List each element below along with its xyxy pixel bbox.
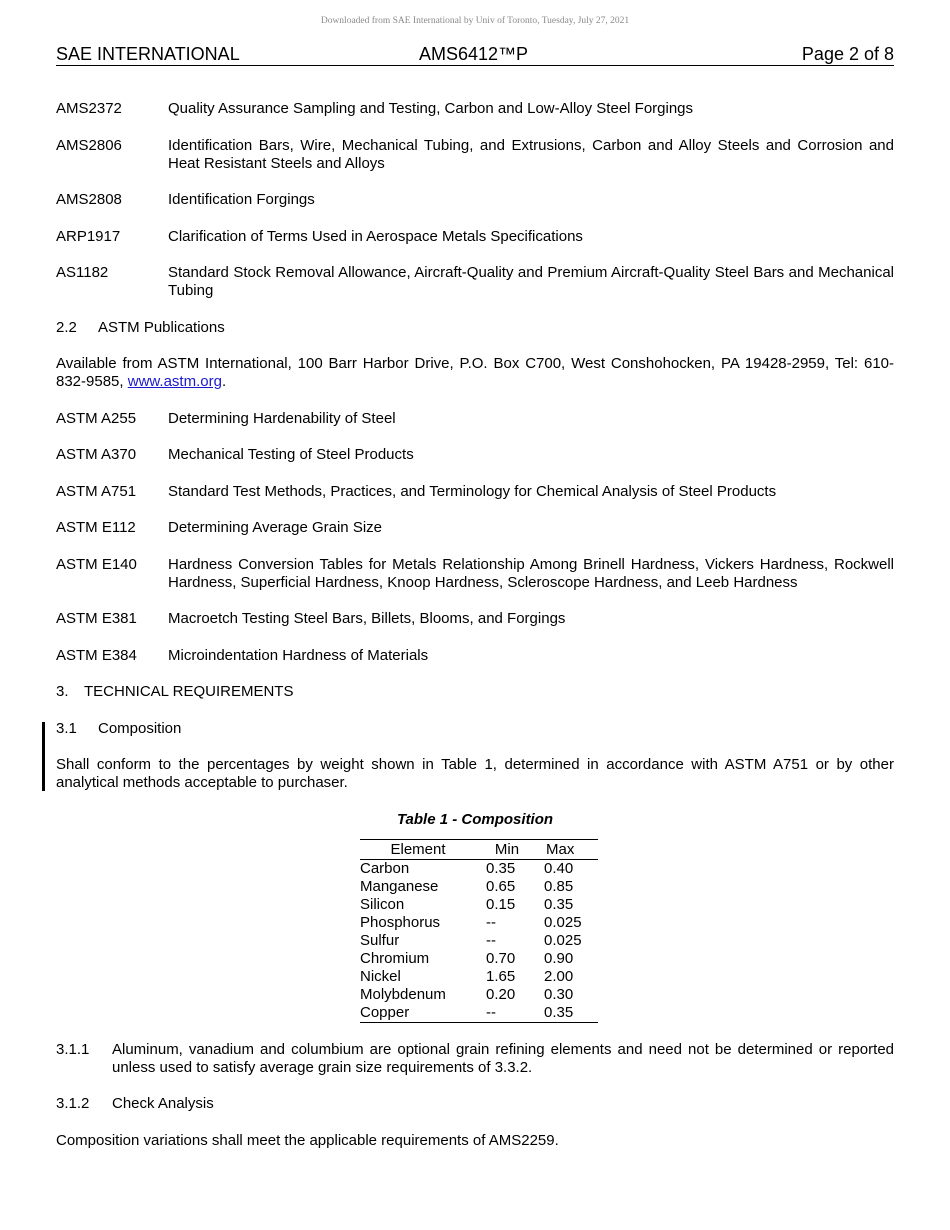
reference-item (56, 410, 894, 428)
reference-code: ASTM E384 (56, 646, 137, 664)
section-heading-3-1 (56, 720, 894, 738)
astm-reference-list (56, 410, 894, 665)
reference-title: Determining Hardenability of Steel (168, 409, 396, 427)
section-heading-2-2 (56, 319, 894, 337)
header-org: SAE INTERNATIONAL (56, 44, 240, 64)
section-number: 2.2 (56, 318, 77, 336)
cell-min: -- (486, 913, 496, 931)
section-heading-3-1-2 (56, 1095, 894, 1113)
reference-item (56, 100, 894, 118)
cell-element: Phosphorus (360, 913, 441, 931)
reference-title: Identification Bars, Wire, Mechanical Tubing, and Extrusions, Carbon and Alloy Steels and Corrosion and Heat Resistant Steels and Alloys (168, 136, 894, 172)
reference-code: AS1182 (56, 264, 109, 281)
cell-max: 0.35 (538, 1004, 598, 1023)
reference-title: Quality Assurance Sampling and Testing, Carbon and Low-Alloy Steel Forgings (168, 100, 694, 117)
reference-item (56, 264, 894, 300)
column-header-max: Max (538, 839, 598, 859)
reference-title: Identification Forgings (168, 191, 315, 208)
table-row (360, 968, 598, 986)
section-title: Check Analysis (112, 1095, 214, 1112)
reference-item (56, 647, 894, 665)
reference-code: ASTM E140 (56, 555, 137, 573)
reference-item (56, 610, 894, 628)
reference-code: AMS2372 (56, 100, 122, 117)
header-doc-number: AMS6412™P (419, 44, 529, 64)
table-row (360, 878, 598, 896)
section-number: 3.1.2 (56, 1095, 90, 1112)
composition-table (360, 839, 598, 1023)
reference-title: Standard Stock Removal Allowance, Aircraft-Quality and Premium Aircraft-Quality Steel Bars and Mechanical Tubing (168, 264, 894, 299)
section-title: TECHNICAL REQUIREMENTS (84, 683, 294, 700)
section-number: 3. (56, 683, 69, 700)
check-analysis-paragraph: Composition variations shall meet the applicable requirements of AMS2259. (56, 1131, 559, 1149)
reference-title: Mechanical Testing of Steel Products (168, 446, 414, 463)
cell-element: Carbon (360, 859, 410, 877)
reference-code: AMS2806 (56, 136, 122, 154)
reference-item (56, 446, 894, 464)
table-row (360, 950, 598, 968)
astm-availability-paragraph (56, 355, 894, 391)
column-header-min: Min (476, 839, 538, 859)
astm-intro-text: Available from ASTM International, 100 Barr Harbor Drive, P.O. Box C700, West Conshohocken, PA 19428-2959, Tel: 610-832-9585, (56, 355, 894, 390)
cell-element: Manganese (360, 877, 439, 895)
reference-code: ASTM A370 (56, 446, 137, 463)
page-header (56, 44, 894, 66)
cell-min: -- (486, 931, 496, 949)
cell-max: 0.40 (544, 859, 574, 877)
cell-min: 0.15 (486, 895, 516, 913)
reference-title: Hardness Conversion Tables for Metals Relationship Among Brinell Hardness, Vickers Hardness, Rockwell Hardness, Superficial Hardness, Knoop Hardness, Scleroscope Hardness, and Leeb Hardness (168, 555, 894, 591)
astm-intro-end: . (221, 373, 227, 390)
section-number: 3.1 (56, 719, 77, 737)
reference-code: ASTM A751 (56, 482, 137, 500)
reference-code: ASTM E381 (56, 610, 137, 627)
cell-element: Copper (360, 1004, 476, 1023)
reference-item (56, 519, 894, 537)
cell-max: 0.30 (544, 985, 574, 1003)
reference-title: Clarification of Terms Used in Aerospace Metals Specifications (168, 227, 583, 245)
reference-title: Microindentation Hardness of Materials (168, 646, 429, 664)
section-title: Composition (98, 719, 182, 737)
table-row (360, 896, 598, 914)
table-row (360, 1004, 598, 1023)
ams-reference-list (56, 100, 894, 300)
reference-code: ASTM E112 (56, 519, 136, 536)
cell-element: Molybdenum (360, 985, 446, 1003)
table-row (360, 859, 598, 878)
cell-max: 0.025 (544, 913, 582, 931)
table-header-row (360, 839, 598, 859)
table-row (360, 914, 598, 932)
reference-code: ARP1917 (56, 227, 121, 245)
cell-min: -- (476, 1004, 538, 1023)
cell-element: Nickel (360, 967, 401, 985)
reference-item (56, 556, 894, 592)
section-text: Aluminum, vanadium and columbium are optional grain refining elements and need not be determined or reported unless used to satisfy average grain size requirements of 3.3.2. (112, 1040, 894, 1076)
document-body (56, 100, 894, 1168)
table-row (360, 932, 598, 950)
cell-max: 0.35 (544, 895, 574, 913)
header-page-number: Page 2 of 8 (801, 44, 894, 64)
table-row (360, 986, 598, 1004)
composition-paragraph: Shall conform to the percentages by weight shown in Table 1, determined in accordance with ASTM A751 or by other analytical methods acceptable to purchaser. (56, 756, 894, 791)
section-title: ASTM Publications (98, 318, 225, 336)
cell-min: 0.70 (486, 949, 516, 967)
cell-min: 1.65 (486, 967, 516, 985)
reference-code: ASTM A255 (56, 409, 137, 427)
cell-element: Chromium (360, 949, 430, 967)
section-3-1-1 (56, 1041, 894, 1077)
reference-item (56, 191, 894, 209)
cell-max: 0.85 (544, 877, 574, 895)
reference-title: Standard Test Methods, Practices, and Terminology for Chemical Analysis of Steel Products (168, 482, 777, 500)
reference-title: Macroetch Testing Steel Bars, Billets, Blooms, and Forgings (168, 610, 566, 627)
reference-item (56, 483, 894, 501)
reference-item (56, 137, 894, 173)
table-caption: Table 1 - Composition (396, 810, 554, 828)
cell-max: 2.00 (544, 967, 574, 985)
cell-element: Silicon (360, 895, 405, 913)
reference-item (56, 228, 894, 246)
cell-max: 0.025 (544, 931, 582, 949)
cell-min: 0.20 (486, 985, 516, 1003)
reference-title: Determining Average Grain Size (168, 519, 382, 536)
revision-change-bar (42, 722, 45, 791)
cell-element: Sulfur (360, 931, 400, 949)
cell-min: 0.35 (486, 859, 516, 877)
download-watermark: Downloaded from SAE International by Univ of Toronto, Tuesday, July 27, 2021 (320, 16, 630, 26)
cell-min: 0.65 (486, 877, 516, 895)
cell-max: 0.90 (544, 949, 574, 967)
section-number: 3.1.1 (56, 1040, 90, 1058)
column-header-element: Element (360, 839, 476, 859)
reference-code: AMS2808 (56, 191, 122, 208)
section-heading-3 (56, 683, 894, 701)
astm-website-link[interactable]: www.astm.org (127, 373, 222, 390)
